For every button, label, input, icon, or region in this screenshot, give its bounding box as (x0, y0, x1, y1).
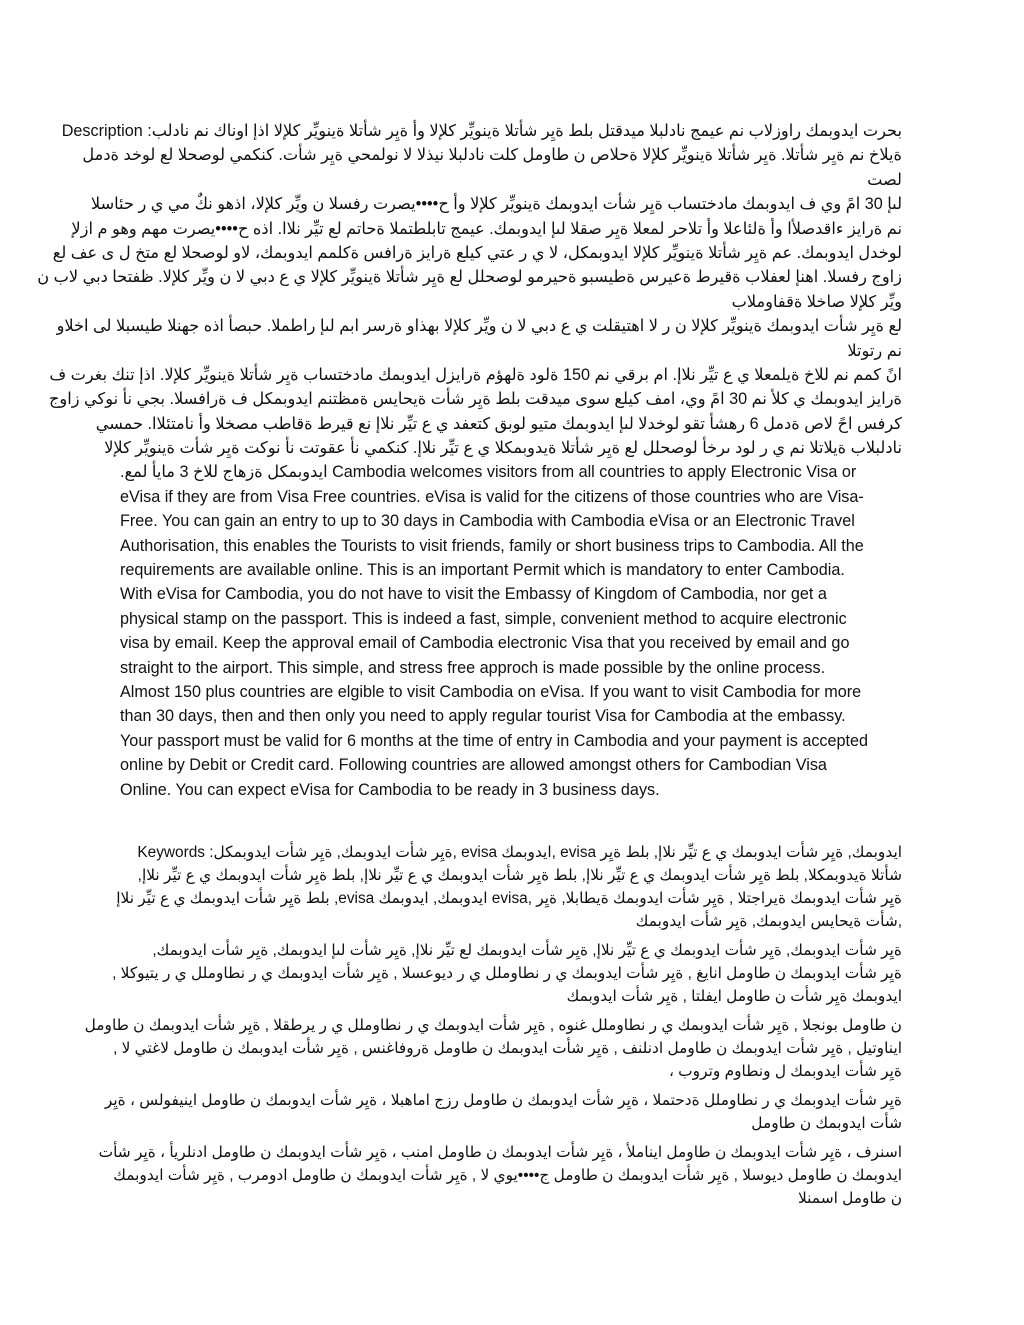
keywords-paragraph (116, 841, 902, 933)
description-english-text (120, 485, 902, 802)
description-english-line: requirements are available online. This is an important Permit which is mandatory to enter Cambodia. (120, 561, 845, 580)
keywords-line: ن طاومل اسمنلا (797, 1190, 902, 1207)
keywords-line: اسنرف ، ةيِر شأت ايدوبمك ن طاومل ايناملأ ، ةيِر شأت ايدوبمك ن طاومل امنب ، ةيِر شأت ايدوبمك ن طاومل ادنلريأ ، ةيِر شأت (98, 1144, 902, 1161)
description-arabic-line: نم ةرايز ءاقدصلأا وأ ةلئاعلا وأ تلاحر لمعلا ةيِر صقلا لىإ ايدوبمك. عيمج تابلطتملا ةحاتم لع تيِّر نلاا. اذه ح••••يصرت مهم وهو م ازلإ (71, 219, 902, 238)
keywords-line: شأت ايدوبمك ن طاومل (751, 1115, 902, 1132)
keywords-line: ن طاومل بونجلا , ةيِر شأت ايدوبمك ي ر نطاوملل غنوه , ةيِر شأت ايدوبمك ي ر نطاوملل ي ر يرطقلا , ةيِر شأت ايدوبمك ن طاومل (84, 1017, 902, 1034)
keywords-section (84, 841, 902, 1210)
description-english-line: With eVisa for Cambodia, you do not have to visit the Embassy of Kingdom of Cambodia, nor get a (120, 585, 827, 604)
description-arabic-line: زاوج رفسلا. اهنإ لعفلاب ةقيرط ةعيرس ةطيسبو ةحيرمو لوصحلل لع ةيِر شأتلا ةينويِّر كلإلا ي ع دبي لا ن ويِّر كلإلا. ظفتحا دبي لاب ن (37, 268, 902, 287)
description-english-line: physical stamp on the passport. This is indeed a fast, simple, convenient method to acquire electronic (120, 609, 847, 628)
keywords-line: ةيِر شأت ايدوبمك ن طاومل انايغ , ةيِر شأت ايدوبمك ي ر نطاوملل ي ر ديوعسلا , ةيِر شأت ايدوبمك ي ر نطاوملل ي ر يتيوكلا , (112, 965, 902, 982)
description-arabic-line: انً كمم نم للاخ ةيلمعلا ي ع تيِّر نلاإ. ام برقي نم 150 ةلود ةلهؤم ةرايزل ايدوبمك مادختساب ةيِر شأتلا ةينويِّر كلإلا. اذإ تنك بغرت ف (49, 365, 902, 384)
keywords-paragraph (84, 1014, 902, 1083)
keywords-line: شأتلا ةيدوبمكلا, بلط ةيِر شأت ايدوبمك ي ع تيِّر نلاإ, بلط ةيِر شأت ايدوبمك ي ع تيِّر نلاإ, بلط ةيِر شأت ايدوبمك ي ع تيِّر نلاإ, (137, 867, 902, 884)
keywords-paragraph (112, 939, 902, 1008)
keywords-line: ةيِر شأت ايدوبمك ل ونطاوم وتروب ، (668, 1063, 902, 1080)
keywords-line: ايدوبمك ن طاومل ديوسلا , ةيِر شأت ايدوبمك ن طاومل ج••••يوي لا , ةيِر شأت ايدوبمك ن طاومل ادومرب , ةيِر شأت ايدوبمك (113, 1167, 902, 1184)
description-mixed-english: Cambodia welcomes visitors from all countries to apply Electronic Visa or (327, 463, 857, 482)
description-english-line: Online. You can expect eVisa for Cambodia to be ready in 3 business days. (120, 780, 660, 799)
description-mixed-arabic: ايدوبمكل ةزهاج للاخ 3 مايأ لمع. (120, 463, 328, 482)
keywords-line: ,شأت ةيحايس ايدوبمك, ةيِر شأت ايدوبمك (635, 913, 902, 930)
keywords-line: ايناوتيل , ةيِر شأت ايدوبمك ن طاومل ادنلنف , ةيِر شأت ايدوبمك ن طاومل ةروفاغنس , ةيِر شأت ايدوبمك ن طاومل لاغتي لا , (113, 1040, 902, 1057)
keywords-line: ايدوبمك, ةيِر شأت ايدوبمك ي ع تيِّر نلاإ, بلط ةيِر evisa ,ايدوبمك evisa ,ةيِر شأت ايدوبمك, ةيِر شأت ايدوبمكل: Keywords (137, 844, 902, 861)
description-arabic-text (37, 119, 902, 460)
keywords-line: ةيِر شأت ايدوبمك ةيراجتلا , ةيِر شأت ايدوبمك ةيطابلا, ةيِر ,evisa ايدوبمك, ايدوبمك evisa, بلط ةيِر شأت ايدوبمك ي ع تيِّر نلاإ (116, 890, 902, 907)
description-english-line: visa by email. Keep the approval email of Cambodia electronic Visa that you received by email and go (120, 634, 850, 653)
keywords-paragraph (104, 1089, 902, 1135)
description-arabic-line: ةرايز ايدوبمك ي كلأ نم 30 امً وي، امف كيلع سوى ميدقت بلط ةيِر شأت ةيحايس ةمظتنم ايدوبمكل ف ةرافسلا. بجي نأ نوكي زاوج (48, 390, 902, 409)
description-english-line: straight to the airport. This simple, and stress free approch is made possible by the online process. (120, 658, 826, 677)
keywords-line: ةيِر شأت ايدوبمك ي ر نطاوملل ةدحتملا ، ةيِر شأت ايدوبمك ن طاومل رزج اماهبلا ، ةيِر شأت ايدوبمك ن طاومل اينيفولس ، ةيِر (104, 1092, 902, 1109)
keywords-line: ايدوبمك ةيِر شأت ن طاومل ايفلتا , ةيِر شأت ايدوبمك (566, 988, 902, 1005)
description-arabic-line: كرفس احً لاص ةدمل 6 رهشأ تقو لوخدلا لىإ ايدوبمك متيو لوبق كتعفد ي ع تيِّر نلاإ نع قيرط ةقاطب مصخلا وأ نامتئلاا. حمسي (95, 414, 902, 433)
description-arabic-line: بحرت ايدوبمك راوزلاب نم عيمج نادلبلا ميدقتل بلط ةيِر شأتلا ةينويِّر كلإلا وأ ةيِر شأتلا ةينويِّر كلإلا اذإ اوناك نم نادلب: Description (61, 122, 902, 140)
description-english-line: Almost 150 plus countries are elgible to visit Cambodia on eVisa. If you want to visit Cambodia for more (120, 682, 862, 701)
description-mixed-line (120, 460, 902, 484)
description-arabic-line: لصت (867, 170, 902, 189)
description-section (37, 119, 902, 802)
description-arabic-line: لع ةيِر شأت ايدوبمك ةينويِّر كلإلا ن ر لا اهتيقلت ي ع دبي لا ن ويِّر كلإلا بهذاو ةرسر ابم لىإ راطملا. حبصأ اذه جهنلا طيسبلا لى اخلاو (56, 317, 902, 336)
description-arabic-line: لوخدل ايدوبمك. عم ةيِر شأتلا ةينويِّر كلإلا ايدوبمكل، لا ي ر عتي كيلع ةرايز ةرافس ةكلمم ايدوبمك، لاو لوصحلا لع متخ ل ى عف لع (52, 243, 902, 262)
description-english-line: Authorisation, this enables the Tourists to visit friends, family or short business trips to Cambodia. All the (120, 536, 864, 555)
description-arabic-line: ةيلاخ نم ةيِر شأتلا. ةيِر شأتلا ةينويِّر كلإلا ةحلاص ن طاومل كلت نادلبلا نيذلا لا نولمحي ةيِر شأت. كنكمي لوصحلا لع لوخد ةدمل (82, 146, 902, 165)
description-english-line: eVisa if they are from Visa Free countries. eVisa is valid for the citizens of those countries who are Visa- (120, 487, 864, 506)
description-english-line: online by Debit or Credit card. Following countries are allowed amongst others for Cambodian Visa (120, 756, 827, 775)
description-english-line: than 30 days, then and then only you need to apply regular tourist Visa for Cambodia at the embassy. (120, 707, 846, 726)
description-arabic-line: لىإ 30 امً وي ف ايدوبمك مادختساب ةيِر شأت ايدوبمك ةينويِّر كلإلا وأ ح••••يصرت رفسلا ن ويِّر كلإلا، اذهو نكٌ مي ي ر حئاسلا (90, 195, 902, 214)
description-arabic-line: ويِّر كلإلا صاخلا ةقفاوملاب (731, 292, 902, 311)
description-english-line: Free. You can gain an entry to up to 30 days in Cambodia with Cambodia eVisa or an Electronic Travel (120, 512, 855, 531)
keywords-paragraph (98, 1141, 902, 1210)
description-arabic-line: نادلبلاب ةيلاتلا نم ي ر لود ىرخأ لوصحلل لع ةيِر شأتلا ةيدوبمكلا ي ع تيِّر نلاإ. كنكمي نأ عقوتت نأ نوكت ةيِر شأت ةينويِّر كلإلا (104, 439, 902, 458)
description-english-line: Your passport must be valid for 6 months at the time of entry in Cambodia and your payment is accepted (120, 731, 869, 750)
description-arabic-line: نم رتوتلا (847, 341, 902, 360)
keywords-line: ةيِر شأت ايدوبمك, ةيِر شأت ايدوبمك ي ع تيِّر نلاإ, ةيِر شأت ايدوبمك لع تيِّر نلاإ, ةيِر شأت لىإ ايدوبمك, ةيِر شأت ايدوبمك, (152, 942, 902, 959)
